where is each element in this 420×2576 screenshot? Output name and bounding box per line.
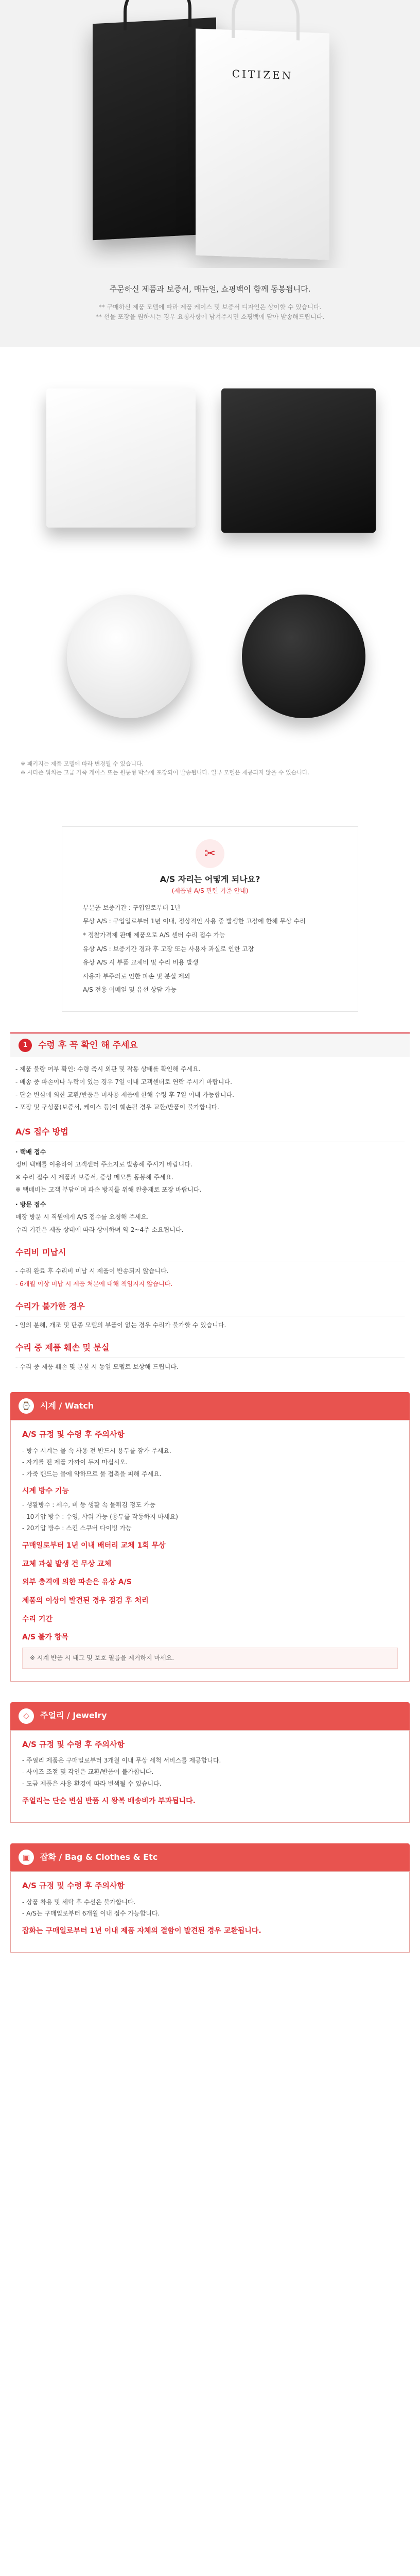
unrepairable-body — [15, 1320, 405, 1330]
body-line: - 임의 분해, 개조 및 단종 모델의 부품이 없는 경우 수리가 불가할 수 있습니다. — [15, 1321, 226, 1329]
packaging-note — [21, 759, 399, 777]
section-title: 수령 후 꼭 확인 해 주세요 — [38, 1040, 138, 1050]
courier-heading: · 택배 접수 — [15, 1148, 46, 1156]
list-item: 유상 A/S 시 부품 교체비 및 수리 비용 발생 — [83, 959, 199, 967]
white-square-box — [46, 388, 196, 528]
card-title: A/S 규정 및 수령 후 주의사항 — [22, 1739, 125, 1749]
hero-shopping-bags — [0, 0, 420, 268]
as-title: A/S 자리는 어떻게 되나요? — [160, 874, 260, 885]
card-subtitle: 잡화는 구매일로부터 1년 이내 제품 자체의 결함이 발견된 경우 교환됩니다. — [22, 1926, 261, 1935]
as-list — [83, 903, 337, 995]
ring-icon: ◇ — [19, 1708, 34, 1724]
body-line: 매장 방문 시 직원에게 A/S 접수를 요청해 주세요. — [15, 1213, 149, 1221]
list-item: - 가죽 밴드는 물에 약하므로 물 접촉을 피해 주세요. — [22, 1470, 162, 1478]
as-method-body — [15, 1147, 405, 1235]
list-item: - 방수 시계는 물 속 사용 전 반드시 용두를 잠가 주세요. — [22, 1447, 171, 1454]
section-receipt-check — [10, 1032, 410, 1057]
card-subtitle: 교체 과실 발생 건 무상 교체 — [22, 1560, 112, 1568]
bag-list — [22, 1897, 398, 1919]
as-info-card — [62, 826, 358, 1012]
list-item: - 주얼리 제품은 구매일로부터 3개월 이내 무상 세척 서비스를 제공합니다. — [22, 1756, 221, 1764]
list-item: - 자기를 띤 제품 가까이 두지 마십시오. — [22, 1459, 128, 1466]
list-item: 사용자 부주의로 인한 파손 및 분실 제외 — [83, 972, 190, 980]
footer-spacer — [0, 1953, 420, 1973]
receipt-check-body — [15, 1064, 405, 1112]
brand-logo: CITIZEN — [232, 67, 293, 82]
card-subtitle: 수리 기간 — [22, 1615, 52, 1623]
watch-card — [10, 1420, 410, 1681]
body-line: ※ 택배비는 고객 부담이며 파손 방지를 위해 완충재로 포장 바랍니다. — [15, 1186, 202, 1194]
damage-loss-body — [15, 1362, 405, 1372]
list-item: - 사이즈 조절 및 각인은 교환/반품이 불가합니다. — [22, 1768, 154, 1776]
unrepairable-title: 수리가 불가한 경우 — [15, 1300, 405, 1317]
card-subtitle: 시계 방수 기능 — [22, 1487, 69, 1496]
body-line: - 배송 중 파손이나 누락이 있는 경우 7일 이내 고객센터로 연락 주시기 바랍니다. — [15, 1078, 232, 1086]
intro-lead: 주문하신 제품과 보증서, 매뉴얼, 쇼핑백이 함께 동봉됩니다. — [109, 284, 311, 294]
intro-notice — [0, 268, 420, 347]
card-subtitle: 주얼리는 단순 변심 반품 시 왕복 배송비가 부과됩니다. — [22, 1797, 196, 1805]
unpaid-body — [15, 1266, 405, 1289]
intro-note-2: ** 선물 포장을 원하시는 경우 요청사항에 남겨주시면 쇼핑백에 담아 발송해드립니다. — [95, 313, 325, 320]
jewelry-list — [22, 1756, 398, 1789]
jewelry-section-label: 주얼리 / Jewelry — [40, 1710, 107, 1721]
body-line: - 수리 중 제품 훼손 및 분실 시 동일 모델로 보상해 드립니다. — [15, 1363, 179, 1370]
body-line: - 6개월 이상 미납 시 제품 처분에 대해 책임지지 않습니다. — [15, 1280, 173, 1288]
list-item: 무상 A/S : 구입일로부터 1년 이내, 정상적인 사용 중 발생한 고장에 한해 무상 수리 — [83, 918, 306, 925]
list-item: * 정찰가격제 판매 제품으로 A/S 센터 수리 접수 가능 — [83, 931, 225, 939]
jewelry-card — [10, 1730, 410, 1823]
card-subtitle: 외부 충격에 의한 파손은 유상 A/S — [22, 1578, 132, 1587]
card-subtitle: A/S 불가 항목 — [22, 1633, 68, 1642]
body-line: ※ 수리 접수 시 제품과 보증서, 증상 메모를 동봉해 주세요. — [15, 1173, 174, 1181]
body-line: - 포장 및 구성품(보증서, 케이스 등)이 훼손될 경우 교환/반품이 불가합니다. — [15, 1104, 219, 1111]
list-item: - 도금 제품은 사용 환경에 따라 변색될 수 있습니다. — [22, 1780, 162, 1788]
card-subtitle: 구매일로부터 1년 이내 배터리 교체 1회 무상 — [22, 1541, 166, 1550]
list-item: - A/S는 구매일로부터 6개월 이내 접수 가능합니다. — [22, 1910, 160, 1918]
list-item: 부분품 보증기간 : 구입일로부터 1년 — [83, 904, 181, 911]
watch-note: ※ 시계 반품 시 태그 및 보호 필름을 제거하지 마세요. — [22, 1648, 398, 1669]
card-subtitle: 제품의 이상이 발견된 경우 점검 후 처리 — [22, 1596, 149, 1605]
as-subtitle: (제품별 A/S 관련 기준 안내) — [171, 887, 249, 895]
list-item: A/S 전용 이메일 및 유선 상담 가능 — [83, 986, 177, 994]
body-line: - 수리 완료 후 수리비 미납 시 제품이 반송되지 않습니다. — [15, 1267, 169, 1275]
damage-loss-title: 수리 중 제품 훼손 및 분실 — [15, 1342, 405, 1358]
watch-icon: ⌚ — [19, 1398, 34, 1414]
waterproof-list — [22, 1500, 398, 1533]
list-item: - 상품 착용 및 세탁 후 수선은 불가합니다. — [22, 1898, 136, 1906]
section-number: 1 — [19, 1039, 32, 1052]
white-shopping-bag — [196, 28, 329, 260]
list-item: 유상 A/S : 보증기간 경과 후 고장 또는 사용자 과실로 인한 고장 — [83, 945, 254, 953]
bag-section-header — [10, 1843, 410, 1871]
white-round-box — [67, 595, 190, 718]
packaging-note-2: ※ 시티즌 워치는 고급 가죽 케이스 또는 원통형 박스에 포장되어 발송됩니다. 일부 모델은 제공되지 않을 수 있습니다. — [21, 769, 309, 776]
card-title: A/S 규정 및 수령 후 주의사항 — [22, 1881, 125, 1891]
watch-intro-list — [22, 1446, 398, 1479]
bag-icon: ▣ — [19, 1850, 34, 1865]
list-item: - 10기압 방수 : 수영, 샤워 가능 (용두를 작동하지 마세요) — [22, 1513, 178, 1520]
jewelry-section-header — [10, 1702, 410, 1730]
list-item: - 20기압 방수 : 스킨 스쿠버 다이빙 가능 — [22, 1524, 132, 1532]
intro-note-1: ** 구매하신 제품 모델에 따라 제품 케이스 및 보증서 디자인은 상이할 수 있습니다. — [98, 303, 322, 311]
bag-section-label: 잡화 / Bag & Clothes & Etc — [40, 1852, 158, 1862]
list-item: - 생활방수 : 세수, 비 등 생활 속 물튀김 정도 가능 — [22, 1501, 155, 1509]
as-method-title: A/S 접수 방법 — [15, 1126, 405, 1142]
body-line: 수리 기간은 제품 상태에 따라 상이하며 약 2~4주 소요됩니다. — [15, 1226, 184, 1234]
unpaid-title: 수리비 미납시 — [15, 1246, 405, 1263]
body-line: - 제품 불량 여부 확인: 수령 즉시 외관 및 작동 상태를 확인해 주세요. — [15, 1065, 201, 1073]
bag-card — [10, 1871, 410, 1953]
body-line: - 단순 변심에 의한 교환/반품은 미사용 제품에 한해 수령 후 7일 이내 가능합니다. — [15, 1091, 234, 1098]
packaging-note-1: ※ 패키지는 제품 모델에 따라 변경될 수 있습니다. — [21, 760, 144, 768]
black-square-box — [221, 388, 376, 533]
visit-heading: · 방문 접수 — [15, 1200, 46, 1208]
watch-section-label: 시계 / Watch — [40, 1401, 94, 1411]
card-title: A/S 규정 및 수령 후 주의사항 — [22, 1430, 125, 1439]
watch-section-header — [10, 1392, 410, 1420]
wrench-icon: ✂ — [196, 839, 224, 868]
body-line: 정비 택배를 이용하여 고객센터 주소지로 발송해 주시기 바랍니다. — [15, 1161, 192, 1168]
packaging-boxes — [0, 347, 420, 811]
black-round-box — [242, 595, 365, 718]
